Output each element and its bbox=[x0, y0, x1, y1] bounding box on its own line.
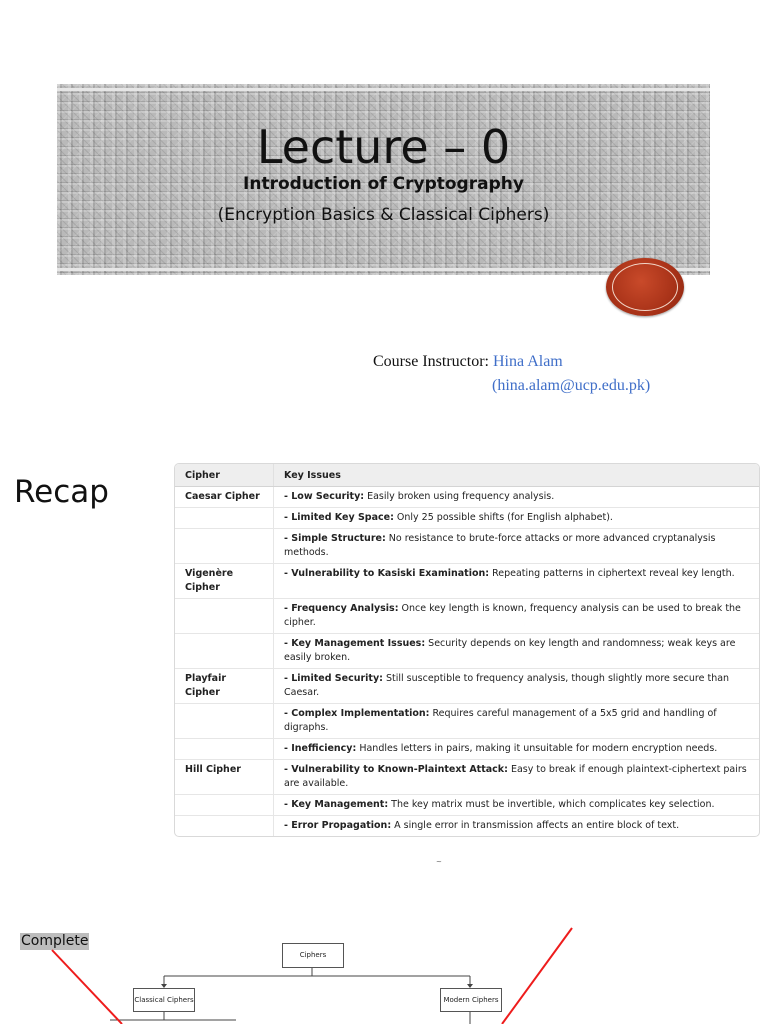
diagram-box-ciphers: Ciphers bbox=[282, 943, 344, 968]
key-issue-cell bbox=[274, 669, 760, 704]
cipher-cell: Caesar Cipher bbox=[175, 487, 274, 508]
cipher-cell bbox=[175, 795, 274, 816]
recap-heading: Recap bbox=[14, 474, 109, 510]
issue-description: The key matrix must be invertible, which complicates key selection. bbox=[388, 799, 715, 810]
table-header-row bbox=[175, 464, 759, 487]
issue-description: A single error in transmission affects an entire block of text. bbox=[391, 820, 680, 831]
table-row bbox=[175, 634, 759, 669]
complete-label: Complete bbox=[21, 933, 89, 949]
table-row bbox=[175, 529, 759, 564]
issue-title: - Inefficiency: bbox=[284, 743, 357, 754]
table-row bbox=[175, 508, 759, 529]
cipher-cell bbox=[175, 634, 274, 669]
issue-title: - Key Management: bbox=[284, 799, 389, 810]
title-banner bbox=[57, 84, 710, 275]
cipher-cell bbox=[175, 739, 274, 760]
column-header-key-issues: Key Issues bbox=[274, 464, 760, 487]
table-row bbox=[175, 704, 759, 739]
cipher-cell: Hill Cipher bbox=[175, 760, 274, 795]
cipher-cell bbox=[175, 529, 274, 564]
diagram-box-modern-ciphers: Modern Ciphers bbox=[440, 988, 502, 1012]
red-arrow-left bbox=[52, 950, 122, 1024]
diagram-box-classical-ciphers: Classical Ciphers bbox=[133, 988, 195, 1012]
cipher-cell bbox=[175, 508, 274, 529]
instructor-label: Course Instructor: bbox=[373, 353, 489, 370]
table-row bbox=[175, 739, 759, 760]
issue-description: Handles letters in pairs, making it unsuitable for modern encryption needs. bbox=[356, 743, 718, 754]
issue-title: - Error Propagation: bbox=[284, 820, 392, 831]
issue-title: - Key Management Issues: bbox=[284, 638, 426, 649]
issue-description: Security depends on key length and randomness; weak keys are easily broken. bbox=[284, 638, 736, 663]
key-issue-cell bbox=[274, 508, 760, 529]
key-issue-cell bbox=[274, 816, 760, 837]
key-issue-cell bbox=[274, 760, 760, 795]
instructor-email[interactable]: (hina.alam@ucp.edu.pk) bbox=[492, 377, 651, 394]
issue-description: Only 25 possible shifts (for English alphabet). bbox=[393, 512, 613, 523]
table-row bbox=[175, 760, 759, 795]
issue-title: - Low Security: bbox=[284, 491, 365, 502]
column-header-cipher: Cipher bbox=[175, 464, 274, 487]
decorative-circle-icon bbox=[606, 258, 684, 316]
red-arrow-right bbox=[502, 928, 572, 1024]
table-row bbox=[175, 795, 759, 816]
issue-title: - Limited Security: bbox=[284, 673, 383, 684]
issue-description: Requires careful management of a 5x5 grid and handling of digraphs. bbox=[284, 708, 717, 733]
key-issue-cell bbox=[274, 739, 760, 760]
issue-description: Repeating patterns in ciphertext reveal key length. bbox=[489, 568, 735, 579]
table-row bbox=[175, 599, 759, 634]
cipher-diagram-connectors bbox=[0, 900, 768, 1024]
issue-description: Once key length is known, frequency analysis can be used to break the cipher. bbox=[284, 603, 741, 628]
table-row bbox=[175, 564, 759, 599]
instructor-name[interactable]: Hina Alam bbox=[492, 353, 563, 370]
table-row bbox=[175, 816, 759, 837]
table-row bbox=[175, 487, 759, 508]
issue-title: - Vulnerability to Known-Plaintext Attack: bbox=[284, 764, 508, 775]
lecture-subtitle-secondary: (Encryption Basics & Classical Ciphers) bbox=[217, 205, 550, 225]
course-instructor bbox=[373, 353, 563, 371]
key-issue-cell bbox=[274, 634, 760, 669]
issue-title: - Frequency Analysis: bbox=[284, 603, 399, 614]
issue-description: Still susceptible to frequency analysis, though slightly more secure than Caesar. bbox=[284, 673, 730, 698]
cipher-cell: Playfair Cipher bbox=[175, 669, 274, 704]
issue-title: - Limited Key Space: bbox=[284, 512, 394, 523]
key-issue-cell bbox=[274, 704, 760, 739]
issue-description: Easily broken using frequency analysis. bbox=[364, 491, 555, 502]
issue-description: No resistance to brute-force attacks or more advanced cryptanalysis methods. bbox=[284, 533, 716, 558]
issue-description: Easy to break if enough plaintext-ciphertext pairs are available. bbox=[284, 764, 747, 789]
lecture-subtitle: Introduction of Cryptography bbox=[243, 174, 524, 194]
key-issue-cell bbox=[274, 564, 760, 599]
cipher-cell: Vigenère Cipher bbox=[175, 564, 274, 599]
key-issue-cell bbox=[274, 599, 760, 634]
key-issues-table bbox=[174, 463, 760, 837]
lecture-title: Lecture – 0 bbox=[256, 120, 511, 174]
key-issue-cell bbox=[274, 487, 760, 508]
issue-title: - Vulnerability to Kasiski Examination: bbox=[284, 568, 490, 579]
banner-stripe-top bbox=[57, 88, 710, 91]
issue-title: - Simple Structure: bbox=[284, 533, 386, 544]
key-issue-cell bbox=[274, 529, 760, 564]
page-marker: ~ bbox=[436, 858, 442, 866]
cipher-cell bbox=[175, 599, 274, 634]
cipher-cell bbox=[175, 704, 274, 739]
key-issue-cell bbox=[274, 795, 760, 816]
issue-title: - Complex Implementation: bbox=[284, 708, 430, 719]
cipher-cell bbox=[175, 816, 274, 837]
table-row bbox=[175, 669, 759, 704]
